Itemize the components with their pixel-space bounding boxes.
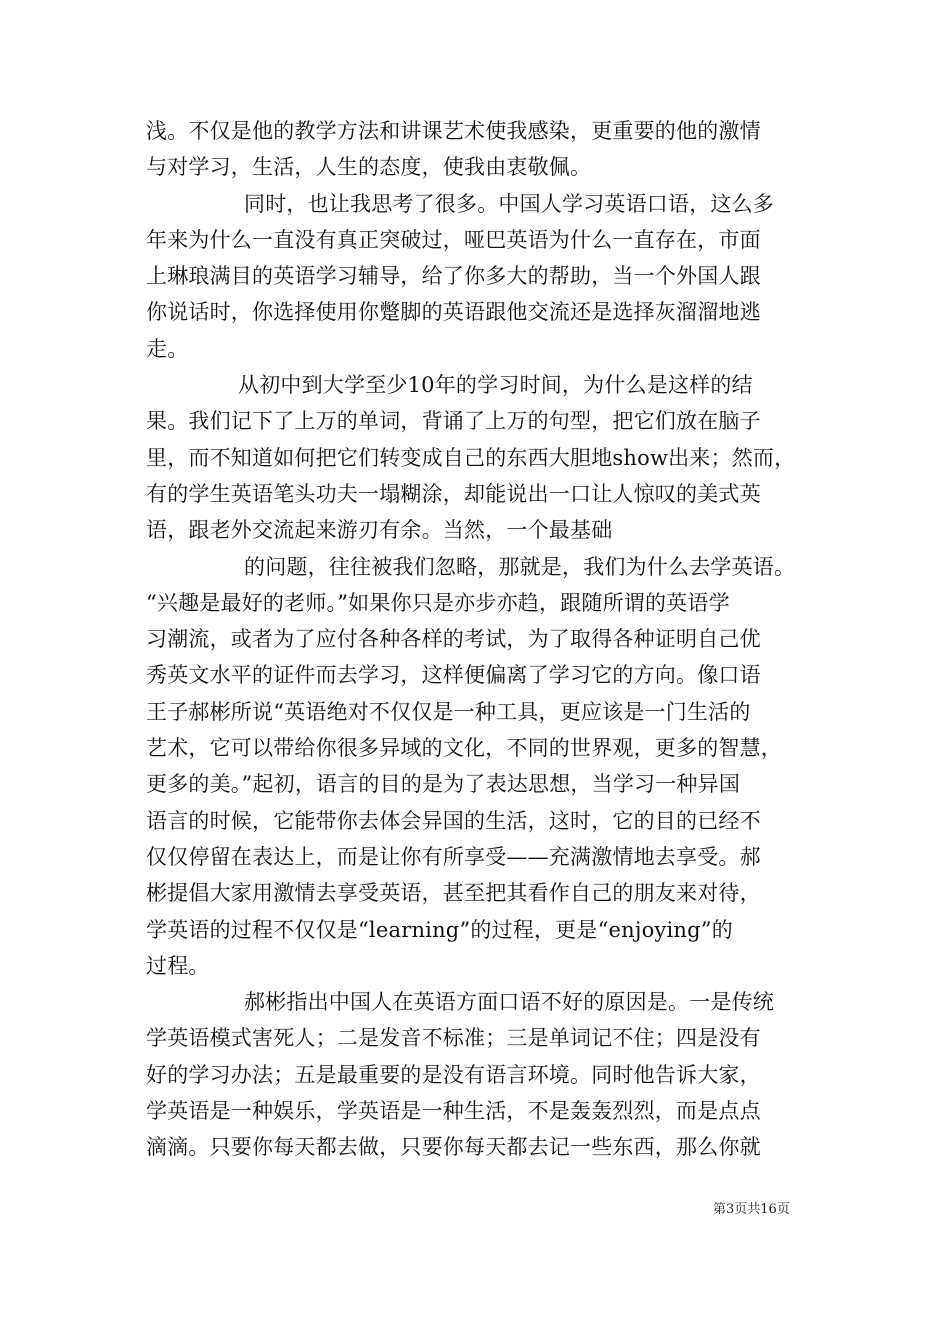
text-line: 过程。 <box>146 953 210 978</box>
paragraph-start-line: 同时，也让我思考了很多。中国人学习英语口语，这么多 <box>244 191 774 216</box>
text-line: 好的学习办法；五是最重要的是没有语言环境。同时他告诉大家， <box>146 1062 761 1087</box>
page-number: 第3页共16页 <box>713 1202 790 1217</box>
text-line: 学英语的过程不仅仅是“learning”的过程，更是“enjoying”的 <box>146 917 733 942</box>
text-line: 走。 <box>146 336 189 361</box>
text-line: 有的学生英语笔头功夫一塌糊涂，却能说出一口让人惊叹的美式英 <box>146 481 761 506</box>
text-line: “兴趣是最好的老师。”如果你只是亦步亦趋，跟随所谓的英语学 <box>146 590 730 615</box>
text-line: 果。我们记下了上万的单词，背诵了上万的句型，把它们放在脑子 <box>146 409 761 434</box>
text-line: 语言的时候，它能带你去体会异国的生活，这时，它的目的已经不 <box>146 808 761 833</box>
body-text <box>146 113 810 1166</box>
text-line: 里，而不知道如何把它们转变成自己的东西大胆地show出来；然而， <box>146 445 796 470</box>
text-line: 你说话时，你选择使用你蹩脚的英语跟他交流还是选择灰溜溜地逃 <box>146 300 761 325</box>
text-line: 王子郝彬所说“英语绝对不仅仅是一种工具，更应该是一门生活的 <box>146 699 751 724</box>
paragraph-start-line: 的问题，往往被我们忽略，那就是，我们为什么去学英语。 <box>244 554 796 579</box>
text-line: 学英语模式害死人；二是发音不标准；三是单词记不住；四是没有 <box>146 1026 761 1051</box>
text-line: 艺术，它可以带给你很多异域的文化，不同的世界观，更多的智慧， <box>146 736 782 761</box>
paragraph-start-line: 郝彬指出中国人在英语方面口语不好的原因是。一是传统 <box>244 990 774 1015</box>
paragraph-start-line: 从初中到大学至少10年的学习时间，为什么是这样的结 <box>238 373 753 398</box>
text-line: 与对学习，生活，人生的态度，使我由衷敬佩。 <box>146 155 592 180</box>
text-line: 秀英文水平的证件而去学习，这样便偏离了学习它的方向。像口语 <box>146 663 761 688</box>
text-line: 彬提倡大家用激情去享受英语，甚至把其看作自己的朋友来对待， <box>146 881 761 906</box>
text-line: 年来为什么一直没有真正突破过，哑巴英语为什么一直存在，市面 <box>146 227 761 252</box>
text-line: 学英语是一种娱乐，学英语是一种生活，不是轰轰烈烈，而是点点 <box>146 1099 761 1124</box>
text-line: 更多的美。”起初，语言的目的是为了表达思想，当学习一种异国 <box>146 772 741 797</box>
text-line: 浅。不仅是他的教学方法和讲课艺术使我感染，更重要的他的激情 <box>146 119 761 143</box>
text-line: 上琳琅满目的英语学习辅导，给了你多大的帮助，当一个外国人跟 <box>146 264 761 289</box>
text-line: 语，跟老外交流起来游刃有余。当然，一个最基础 <box>146 518 613 543</box>
text-line: 仅仅停留在表达上，而是让你有所享受——充满激情地去享受。郝 <box>146 844 761 869</box>
text-line: 习潮流，或者为了应付各种各样的考试，为了取得各种证明自己优 <box>146 627 761 652</box>
text-line: 滴滴。只要你每天都去做，只要你每天都去记一些东西，那么你就 <box>146 1135 761 1160</box>
